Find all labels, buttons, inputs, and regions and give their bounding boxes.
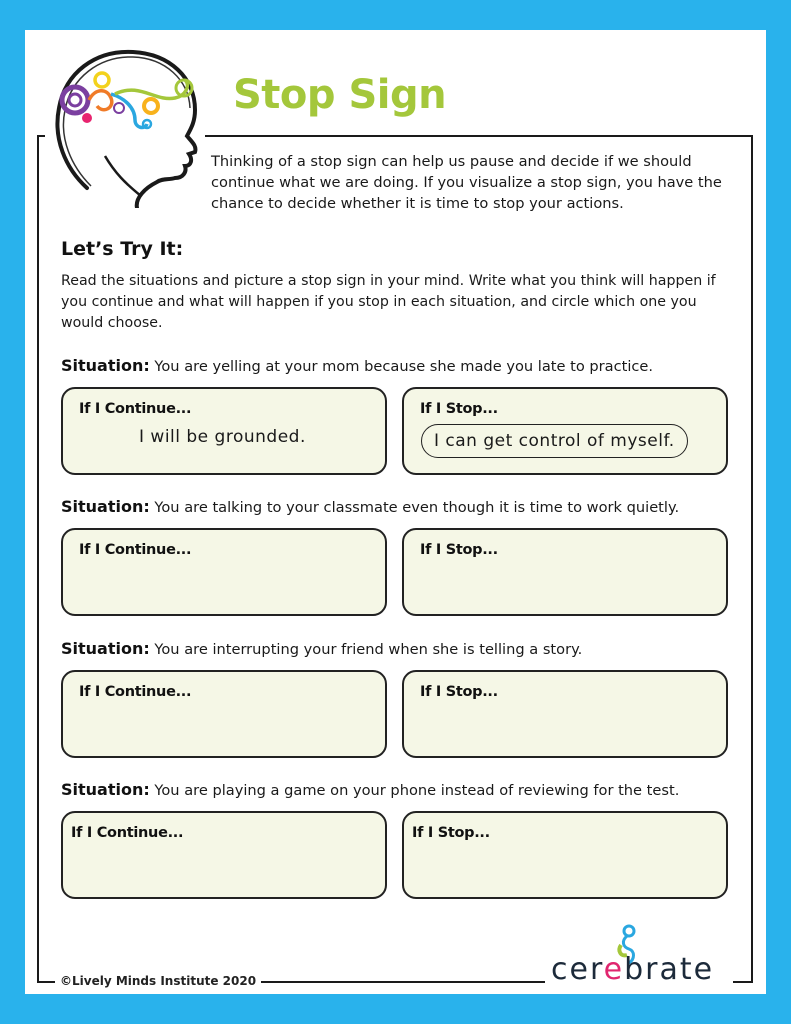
brand-text-prefix: cer	[551, 952, 604, 987]
continue-label: If I Continue...	[71, 825, 184, 841]
situation-label: Situation:	[61, 497, 150, 516]
worksheet-page	[25, 30, 766, 994]
continue-answer-box[interactable]	[61, 670, 387, 758]
instructions-paragraph: Read the situations and picture a stop sign in your mind. Write what you think will happen if you continue and what will happen if you stop in each situation, and circle which one you would choose.	[61, 273, 716, 331]
situation-3	[61, 639, 741, 760]
situation-label: Situation:	[61, 639, 150, 658]
continue-answer-box[interactable]	[61, 387, 387, 475]
situation-label: Situation:	[61, 356, 150, 375]
situation-label: Situation:	[61, 780, 150, 799]
stop-label: If I Stop...	[412, 825, 490, 841]
stop-label: If I Stop...	[420, 684, 498, 700]
situation-text: You are talking to your classmate even though it is time to work quietly.	[154, 499, 680, 516]
stop-answer-box[interactable]	[402, 387, 728, 475]
cerebrate-logo	[545, 923, 733, 993]
head-with-swirls-icon	[45, 38, 205, 208]
stop-answer-circled[interactable]: I can get control of myself.	[421, 424, 688, 458]
stop-label: If I Stop...	[420, 542, 498, 558]
continue-answer[interactable]: I will be grounded.	[139, 427, 306, 447]
continue-answer-box[interactable]	[61, 811, 387, 899]
continue-label: If I Continue...	[79, 401, 192, 417]
situation-text: You are yelling at your mom because she made you late to practice.	[154, 358, 654, 375]
situation-1	[61, 356, 741, 477]
situation-2	[61, 497, 741, 618]
situation-4	[61, 780, 741, 901]
copyright-text: ©Lively Minds Institute 2020	[55, 974, 261, 988]
continue-label: If I Continue...	[79, 542, 192, 558]
intro-paragraph: Thinking of a stop sign can help us pause and decide if we should continue what we are doing. If you visualize a stop sign, you have the chance to decide whether it is time to stop your actions.	[211, 153, 722, 212]
continue-answer-box[interactable]	[61, 528, 387, 616]
situation-text: You are interrupting your friend when she is telling a story.	[154, 641, 583, 658]
lets-try-heading: Let’s Try It:	[61, 238, 184, 260]
situation-text: You are playing a game on your phone instead of reviewing for the test.	[154, 782, 680, 799]
stop-answer-box[interactable]	[402, 811, 728, 899]
continue-label: If I Continue...	[79, 684, 192, 700]
brand-text-accent: e	[603, 952, 625, 987]
stop-label: If I Stop...	[420, 401, 498, 417]
page-title: Stop Sign	[233, 72, 447, 118]
brand-text-suffix: brate	[624, 952, 715, 987]
stop-answer-box[interactable]	[402, 670, 728, 758]
stop-answer-box[interactable]	[402, 528, 728, 616]
